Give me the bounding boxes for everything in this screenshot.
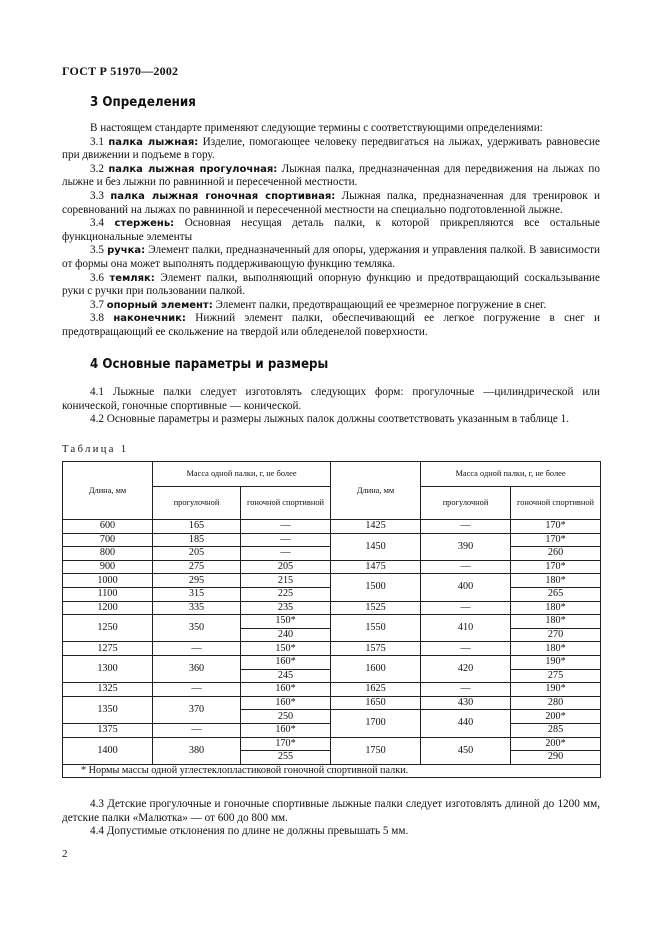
table-row — [63, 520, 601, 534]
table-cell: 1250 — [63, 615, 153, 642]
table-cell: 270 — [511, 628, 601, 642]
table-cell: 1575 — [331, 642, 421, 656]
header-mass-right: Масса одной палки, г, не более — [421, 462, 601, 487]
table-cell: 370 — [153, 696, 241, 723]
table-cell: 700 — [63, 533, 153, 547]
table-cell: 1325 — [63, 683, 153, 697]
table-cell: 1425 — [331, 520, 421, 534]
table-cell: 1475 — [331, 560, 421, 574]
table-cell: 170* — [511, 520, 601, 534]
table-cell: 1300 — [63, 655, 153, 682]
table-cell: 205 — [153, 547, 241, 561]
table-cell: 1375 — [63, 723, 153, 737]
table-cell: — — [241, 520, 331, 534]
table-row — [63, 574, 601, 588]
header-mass-left: Масса одной палки, г, не более — [153, 462, 331, 487]
table-cell: 1700 — [331, 710, 421, 737]
after-table-text — [62, 798, 600, 839]
table-cell: — — [241, 533, 331, 547]
table-cell: 160* — [241, 683, 331, 697]
table-row — [63, 642, 601, 656]
table-cell: 180* — [511, 574, 601, 588]
table-cell: 410 — [421, 615, 511, 642]
header-walk-left: прогулочной — [153, 487, 241, 520]
table-1 — [62, 461, 601, 778]
table-cell: 450 — [421, 737, 511, 764]
table-cell: — — [421, 520, 511, 534]
table-cell: 1000 — [63, 574, 153, 588]
table-cell: 1400 — [63, 737, 153, 764]
header-race-left: гоночной спортивной — [241, 487, 331, 520]
table-body — [63, 462, 601, 778]
table-cell: 255 — [241, 751, 331, 765]
table-cell: 1625 — [331, 683, 421, 697]
term-3-4: 3.4 стержень: Основная несущая деталь палки, к которой прикрепляются все остальные функциональные элементы — [62, 217, 600, 243]
table-cell: 280 — [511, 696, 601, 710]
table-cell: 180* — [511, 615, 601, 629]
table-row — [63, 696, 601, 710]
table-cell: 275 — [511, 669, 601, 683]
table-row — [63, 737, 601, 751]
table-cell: 165 — [153, 520, 241, 534]
table-cell: 390 — [421, 533, 511, 560]
table-cell: 430 — [421, 696, 511, 710]
table-cell: 1750 — [331, 737, 421, 764]
section-4-body — [62, 386, 600, 427]
table-cell: 185 — [153, 533, 241, 547]
table-cell: 250 — [241, 710, 331, 724]
table-caption: Таблица 1 — [62, 444, 129, 455]
paragraph-4-4: 4.4 Допустимые отклонения по длине не должны превышать 5 мм. — [90, 825, 409, 838]
table-cell: 335 — [153, 601, 241, 615]
table-cell: 225 — [241, 587, 331, 601]
table-cell: 1350 — [63, 696, 153, 723]
table-cell: 1100 — [63, 587, 153, 601]
table-cell: — — [153, 723, 241, 737]
table-cell: 205 — [241, 560, 331, 574]
table-row — [63, 683, 601, 697]
table-cell: 150* — [241, 615, 331, 629]
term-3-8: 3.8 наконечник: Нижний элемент палки, обеспечивающий ее легкое погружение в снег и предотвращающий ее скольжение на твердой или обледенелой поверхности. — [62, 312, 600, 338]
table-row — [63, 615, 601, 629]
table-row — [63, 560, 601, 574]
table-cell: 600 — [63, 520, 153, 534]
section-3-body — [62, 122, 600, 340]
table-cell: 380 — [153, 737, 241, 764]
table-cell: 260 — [511, 547, 601, 561]
page-number: 2 — [62, 848, 68, 860]
table-cell: 275 — [153, 560, 241, 574]
table-cell: 1600 — [331, 655, 421, 682]
header-race-right: гоночной спортивной — [511, 487, 601, 520]
table-cell: 170* — [511, 560, 601, 574]
section-3-title: 3 Определения — [90, 94, 196, 110]
table-cell: 295 — [153, 574, 241, 588]
table-cell: — — [421, 601, 511, 615]
table-cell: — — [421, 642, 511, 656]
table-row — [63, 655, 601, 669]
table-cell: 180* — [511, 601, 601, 615]
table-cell: 190* — [511, 655, 601, 669]
table-cell: 1650 — [331, 696, 421, 710]
table-cell: 290 — [511, 751, 601, 765]
table-cell: 215 — [241, 574, 331, 588]
table-cell: 440 — [421, 710, 511, 737]
term-3-2: 3.2 палка лыжная прогулочная: Лыжная палка, предназначенная для передвижения на лыжах по лыжне и без лыжни по равнинной и пересеченной местности. — [62, 162, 601, 189]
term-3-5: 3.5 ручка: Элемент палки, предназначенный для опоры, удержания и управления палкой. В зависимости от формы она может выполнять поддерживающую функцию темляка. — [62, 244, 601, 270]
table-cell: — — [241, 547, 331, 561]
header-length-left: Длина, мм — [63, 462, 153, 520]
term-3-1: 3.1 палка лыжная: Изделие, помогающее человеку передвигаться на лыжах, удерживать равновесие при движении и подъеме в гору. — [62, 135, 600, 162]
table-cell: 360 — [153, 655, 241, 682]
table-cell: 245 — [241, 669, 331, 683]
table-cell: 285 — [511, 723, 601, 737]
table-cell: 1550 — [331, 615, 421, 642]
table-cell: 900 — [63, 560, 153, 574]
table-cell: 200* — [511, 710, 601, 724]
table-cell: 240 — [241, 628, 331, 642]
table-cell: — — [153, 642, 241, 656]
section-4-title: 4 Основные параметры и размеры — [90, 356, 329, 372]
table-cell: 400 — [421, 574, 511, 601]
table-cell: 235 — [241, 601, 331, 615]
table-cell: 1200 — [63, 601, 153, 615]
table-cell: 170* — [241, 737, 331, 751]
table-row — [63, 601, 601, 615]
table-cell: 150* — [241, 642, 331, 656]
term-3-7: 3.7 опорный элемент: Элемент палки, предотвращающий ее чрезмерное погружение в снег. — [90, 298, 547, 311]
table-cell: 200* — [511, 737, 601, 751]
table-header-row-1 — [63, 462, 601, 487]
header-walk-right: прогулочной — [421, 487, 511, 520]
table-cell: 1500 — [331, 574, 421, 601]
standard-header: ГОСТ Р 51970—2002 — [62, 64, 179, 78]
header-length-right: Длина, мм — [331, 462, 421, 520]
table-cell: — — [421, 683, 511, 697]
table-cell: 315 — [153, 587, 241, 601]
table-cell: — — [153, 683, 241, 697]
table-cell: 180* — [511, 642, 601, 656]
table-cell: 420 — [421, 655, 511, 682]
table-cell: 1275 — [63, 642, 153, 656]
paragraph-4-1: 4.1 Лыжные палки следует изготовлять следующих форм: прогулочные —цилиндрической или конической, гоночные спортивные — конической. — [62, 386, 600, 412]
table-cell: 265 — [511, 587, 601, 601]
table-note-row — [63, 764, 601, 778]
table-cell: 160* — [241, 655, 331, 669]
table-cell: 1525 — [331, 601, 421, 615]
table-cell: 160* — [241, 696, 331, 710]
table-cell: 190* — [511, 683, 601, 697]
table-cell: 350 — [153, 615, 241, 642]
paragraph-4-3: 4.3 Детские прогулочные и гоночные спортивные лыжные палки следует изготовлять длиной до 1200 мм, детские палки «Малютка» — от 600 до 800 мм. — [62, 798, 600, 824]
table-cell: 1450 — [331, 533, 421, 560]
term-3-3: 3.3 палка лыжная гоночная спортивная: Лыжная палка, предназначенная для тренировок и соревнований на лыжах по равнинной и пересеченной местности на специально подготовленной лыжне. — [62, 189, 601, 216]
table-row — [63, 533, 601, 547]
paragraph-4-2: 4.2 Основные параметры и размеры лыжных палок должны соответствовать указанным в таблице 1. — [90, 413, 570, 426]
table-cell: — — [421, 560, 511, 574]
table-cell: 170* — [511, 533, 601, 547]
table-footnote: * Нормы массы одной углестеклопластиковой гоночной спортивной палки. — [63, 764, 601, 778]
table-cell: 160* — [241, 723, 331, 737]
section-3-intro: В настоящем стандарте применяют следующие термины с соответствующими определениями: — [90, 122, 543, 134]
table-cell: 800 — [63, 547, 153, 561]
term-3-6: 3.6 темляк: Элемент палки, выполняющий опорную функцию и предотвращающий соскальзывание руки с ручки при пользовании палкой. — [62, 271, 601, 298]
